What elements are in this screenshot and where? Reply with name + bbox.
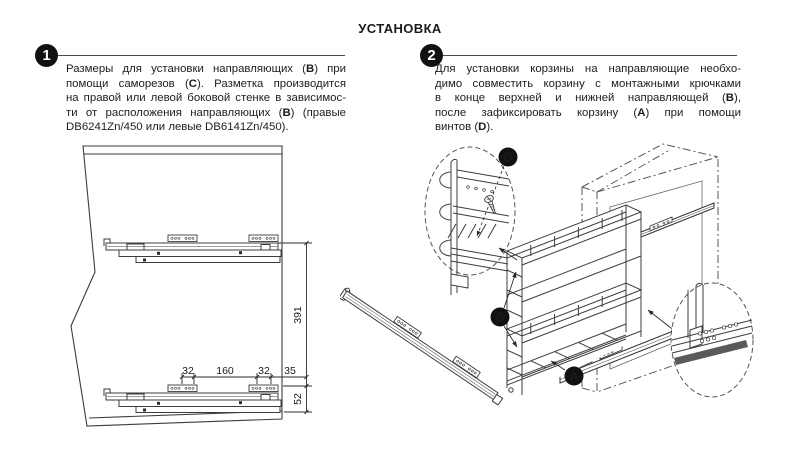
section2-paragraph: Для установки корзины на направляющие необхо- димо совместить корзину с монтажными крючками в конце верхней и нижней направляющей (В), после зафиксировать корзину (А) при помощи винтов (D).	[435, 63, 741, 133]
dim-160: 160	[216, 365, 234, 377]
dim-391: 391	[292, 306, 304, 324]
section1-number-badge: 1	[35, 44, 58, 67]
detail-ellipse-screw	[425, 147, 517, 295]
section1-drawing	[55, 138, 325, 438]
section2-drawing	[340, 140, 800, 448]
side-panel-outline	[71, 146, 282, 426]
label-b-text: B	[495, 310, 505, 325]
dim-32-right: 32	[258, 365, 270, 377]
dim-35: 35	[284, 365, 296, 377]
section2-number-badge: 2	[420, 44, 443, 67]
label-d-text: D	[503, 150, 513, 165]
section1-paragraph: Размеры для установки направляющих (В) при помощи саморезов (С). Разметка производится на правой или левой боковой стенке в зависимос- ти от расположения направляющих (В) (правые DB6241Zn/450 или левые DB6141Zn/450).	[66, 63, 347, 133]
label-a-text: A	[569, 369, 579, 384]
page-title: УСТАНОВКА	[358, 21, 442, 36]
section2-rule	[443, 55, 737, 56]
section1-rule	[58, 55, 345, 56]
dim-32-left: 32	[182, 365, 194, 377]
detached-slide	[340, 284, 508, 405]
dim-52: 52	[292, 393, 304, 405]
